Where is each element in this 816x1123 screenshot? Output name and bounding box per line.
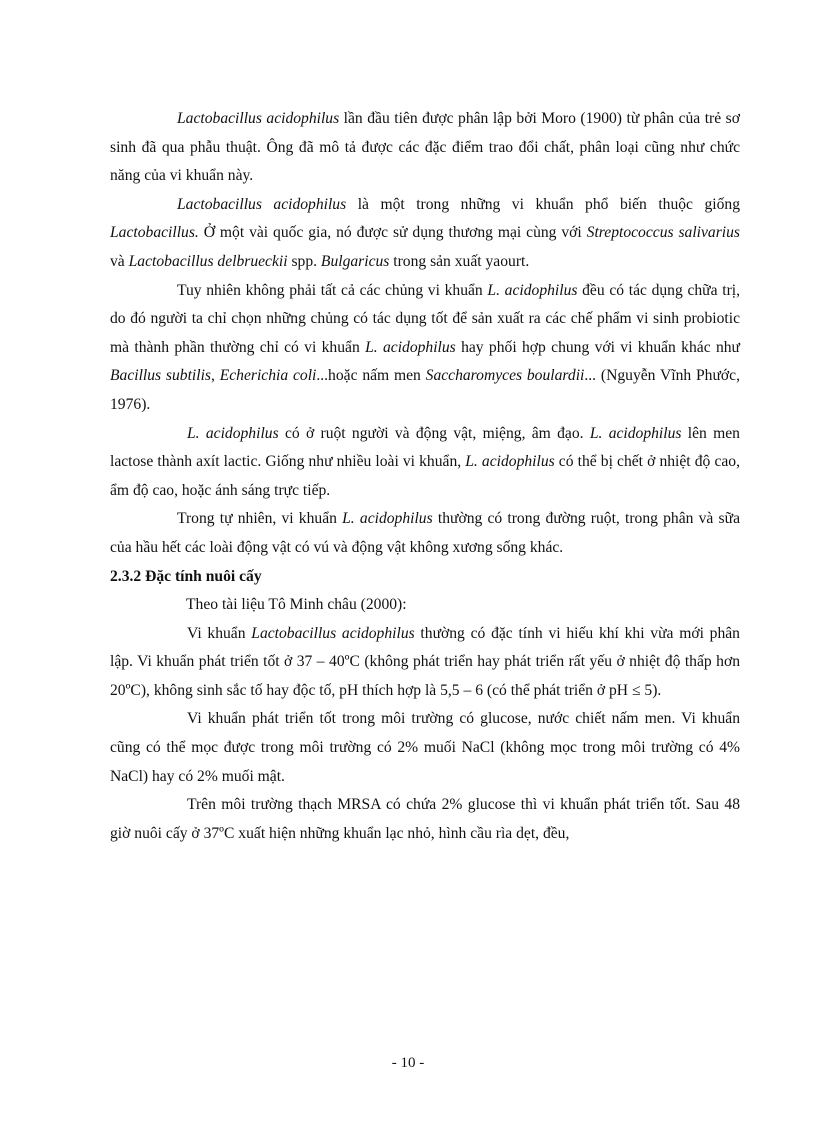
text-run: ,	[211, 367, 220, 385]
page-number: - 10 -	[391, 1055, 425, 1071]
italic-term: Streptococcus salivarius	[586, 224, 740, 242]
italic-term: L. acidophilus	[187, 424, 279, 442]
text-run: lên men lactose thành axít lactic. Giống như nhiều loài vi khuẩn,	[110, 424, 740, 471]
text-run: Trên môi trường thạch MRSA có chứa 2% glucose thì vi khuẩn phát triển tốt. Sau 48 giờ nuôi cấy ở 37ºC xuất hiện những khuẩn lạc nhỏ, hình cầu rìa dẹt, đều,	[110, 796, 740, 842]
text-run: ... (Nguyễn Vĩnh Phước, 1976).	[110, 367, 740, 413]
body-text-block-1	[110, 105, 740, 563]
text-run: Ở một vài quốc gia, nó được sử dụng thương mại cùng với	[198, 224, 587, 242]
text-run: và	[110, 252, 129, 270]
text-run: ...hoặc nấm men	[316, 367, 426, 385]
text-run: Vi khuẩn phát triển tốt trong môi trường có glucose, nước chiết nấm men. Vi khuẩn cũng có thể mọc được trong môi trường có 2% muối NaCl (không mọc trong môi trường có 4% NaCl) hay có 2% muối mật.	[110, 710, 740, 785]
text-run: hay phối hợp chung với vi khuẩn khác như	[455, 338, 740, 356]
italic-term: Lactobacillus.	[110, 224, 199, 242]
paragraph	[110, 420, 740, 506]
section-heading: 2.3.2 Đặc tính nuôi cấy	[110, 567, 262, 585]
text-run: đều có tác dụng chữa trị, do đó người ta chỉ chọn những chủng có tác dụng tốt để sản xuất ra các chế phẩm vi sinh probiotic mà thành phần thường chỉ có vi khuẩn	[110, 281, 740, 356]
source-line: Theo tài liệu Tô Minh châu (2000):	[186, 596, 407, 614]
italic-term: L. acidophilus	[487, 281, 578, 299]
text-run: lần đầu tiên được phân lập bởi Moro (1900) từ phân của trẻ sơ sinh đã qua phẫu thuật. Ông đã mô tả được các đặc điểm trao đổi chất, phân loại cũng như chức năng của vi khuẩn này.	[110, 110, 740, 185]
text-run: có thể bị chết ở nhiệt độ cao, ẩm độ cao, hoặc ánh sáng trực tiếp.	[110, 453, 740, 499]
text-run: Tuy nhiên không phải tất cả các chủng vi khuẩn	[177, 281, 488, 299]
text-run: là một trong những vi khuẩn phổ biến thuộc giống	[346, 195, 740, 213]
text-run: spp.	[287, 252, 321, 270]
italic-term: Bacillus subtilis	[110, 367, 211, 385]
text-run: có ở ruột người và động vật, miệng, âm đạo.	[278, 424, 590, 442]
italic-term: L. acidophilus	[365, 338, 456, 356]
italic-term: Bulgaricus	[320, 252, 390, 270]
italic-term: Lactobacillus delbrueckii	[128, 252, 288, 270]
italic-term: Saccharomyces boulardii	[425, 367, 585, 385]
text-run: Vi khuẩn	[187, 624, 252, 642]
italic-term: L. acidophilus	[589, 424, 682, 442]
paragraph	[110, 191, 740, 277]
document-page	[110, 105, 740, 848]
text-run: thường có đặc tính vi hiếu khí khi vừa mới phân lập. Vi khuẩn phát triển tốt ở 37 – 40ºC (không phát triển hay phát triển rất yếu ở nhiệt độ thấp hơn 20ºC), không sinh sắc tố hay độc tố, pH thích hợp là 5,5 – 6 (có thể phát triển ở pH ≤ 5).	[110, 624, 740, 699]
text-run: thường có trong đường ruột, trong phân và sữa của hầu hết các loài động vật có vú và động vật không xương sống khác.	[110, 510, 740, 556]
italic-term: L. acidophilus	[465, 453, 555, 471]
italic-term: Lactobacillus acidophilus	[177, 110, 340, 127]
paragraph	[110, 505, 740, 562]
italic-term: Echerichia coli	[219, 367, 317, 385]
paragraph	[110, 620, 740, 706]
text-run: Trong tự nhiên, vi khuẩn	[177, 510, 343, 528]
paragraph	[110, 105, 740, 191]
paragraph	[110, 705, 740, 791]
text-run: trong sản xuất yaourt.	[389, 252, 530, 270]
paragraph	[110, 791, 740, 848]
paragraph	[110, 277, 740, 420]
italic-term: Lactobacillus acidophilus	[177, 195, 347, 213]
italic-term: Lactobacillus acidophilus	[251, 624, 415, 642]
italic-term: L. acidophilus	[342, 510, 433, 528]
body-text-block-2	[110, 620, 740, 849]
